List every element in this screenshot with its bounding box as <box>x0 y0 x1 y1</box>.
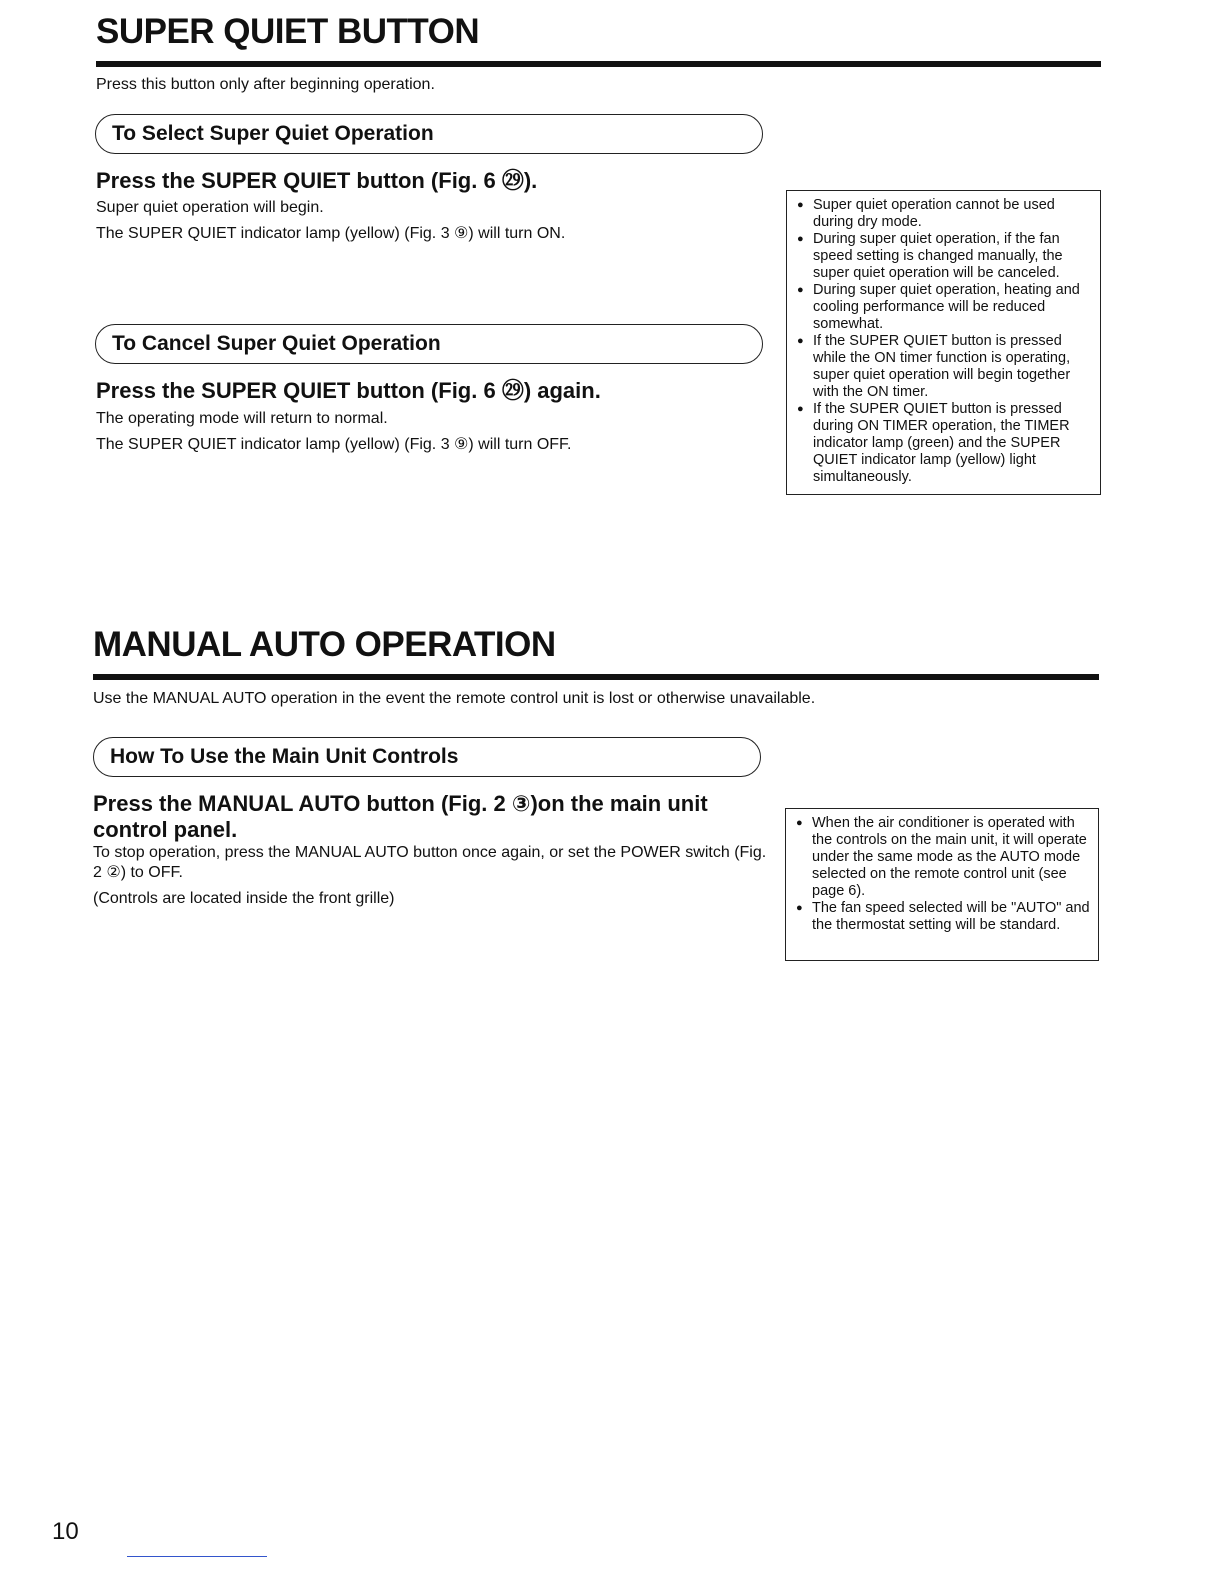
cancel-step-text <box>96 406 776 458</box>
note-item: ● During super quiet operation, heating and cooling performance will be reduced somewhat. <box>795 282 1092 333</box>
super-quiet-notes-box <box>786 190 1101 495</box>
how-to-step-heading: Press the MANUAL AUTO button (Fig. 2 ③)on the main unit control panel. <box>93 791 708 842</box>
note-item: ● If the SUPER QUIET button is pressed during ON TIMER operation, the TIMER indicator lamp (green) and the SUPER QUIET indicator lamp (yellow) light simultaneously. <box>795 401 1092 486</box>
page-number: 10 <box>52 1518 79 1545</box>
note-item: ● The fan speed selected will be "AUTO" and the thermostat setting will be standard. <box>794 900 1090 934</box>
cancel-line: The operating mode will return to normal. <box>96 410 388 427</box>
how-to-line-stop: To stop operation, press the MANUAL AUTO button once again, or set the POWER switch (Fig. 2 ②) to OFF. <box>93 844 767 881</box>
title-rule <box>96 61 1101 67</box>
select-line: The SUPER QUIET indicator lamp (yellow) (Fig. 3 ⑨) will turn ON. <box>96 225 566 242</box>
note-item: ● Super quiet operation cannot be used during dry mode. <box>795 197 1092 231</box>
how-to-heading-box <box>93 737 761 777</box>
cancel-line: The SUPER QUIET indicator lamp (yellow) (Fig. 3 ⑨) will turn OFF. <box>96 436 572 453</box>
how-to-line-location: (Controls are located inside the front grille) <box>93 890 395 907</box>
super-quiet-title: SUPER QUIET BUTTON <box>96 12 480 51</box>
how-to-label: How To Use the Main Unit Controls <box>110 745 459 768</box>
select-super-quiet-label: To Select Super Quiet Operation <box>112 122 434 145</box>
manual-auto-notes-box <box>785 808 1099 961</box>
select-step-heading: Press the SUPER QUIET button (Fig. 6 ㉙). <box>96 168 538 193</box>
note-item: ● During super quiet operation, if the fan speed setting is changed manually, the super quiet operation will be canceled. <box>795 231 1092 282</box>
select-step-text <box>96 195 776 247</box>
cancel-super-quiet-label: To Cancel Super Quiet Operation <box>112 332 441 355</box>
note-item: ● When the air conditioner is operated with the controls on the main unit, it will operate under the same mode as the AUTO mode selected on the remote control unit (see page 6). <box>794 815 1090 900</box>
super-quiet-intro: Press this button only after beginning operation. <box>96 76 435 93</box>
cancel-step-heading: Press the SUPER QUIET button (Fig. 6 ㉙) again. <box>96 378 601 403</box>
note-item: ● If the SUPER QUIET button is pressed while the ON timer function is operating, super quiet operation will begin together with the ON timer. <box>795 333 1092 401</box>
manual-auto-title: MANUAL AUTO OPERATION <box>93 625 556 664</box>
footer-line <box>127 1556 267 1557</box>
select-super-quiet-heading-box <box>95 114 763 154</box>
cancel-super-quiet-heading-box <box>95 324 763 364</box>
select-line: Super quiet operation will begin. <box>96 199 324 216</box>
manual-auto-intro: Use the MANUAL AUTO operation in the event the remote control unit is lost or otherwise unavailable. <box>93 690 816 707</box>
title-rule <box>93 674 1099 680</box>
